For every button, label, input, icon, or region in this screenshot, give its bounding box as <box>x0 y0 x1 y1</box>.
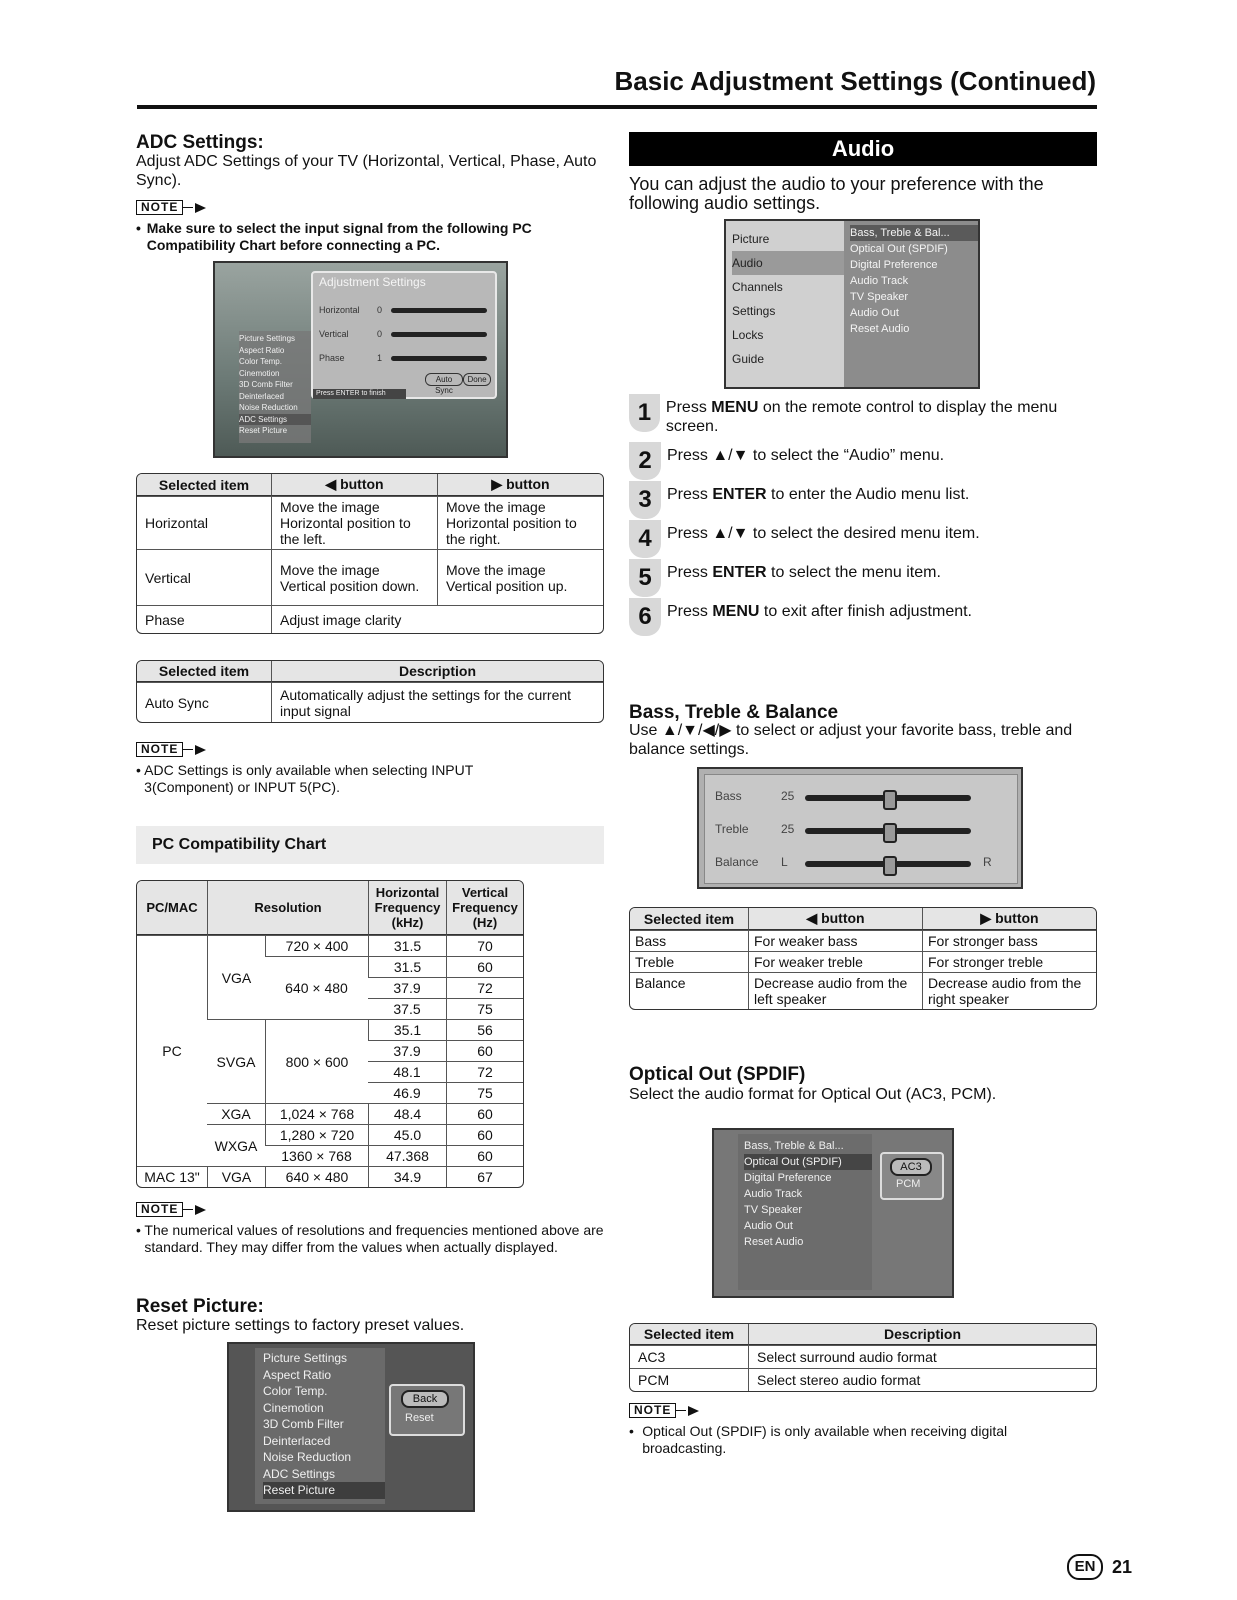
language-badge: EN <box>1067 1554 1103 1580</box>
menu-item[interactable]: Guide <box>732 352 765 366</box>
menu-item[interactable]: Deinterlaced <box>239 391 284 401</box>
table-row: Bass For weaker bass For stronger bass <box>630 930 1096 951</box>
pcm-option[interactable]: PCM <box>896 1178 921 1190</box>
audio-intro: You can adjust the audio to your preference with the following audio settings. <box>629 174 1044 213</box>
menu-item[interactable]: Bass, Treble & Bal... <box>850 225 978 241</box>
phase-slider[interactable] <box>391 356 487 361</box>
reset-description: Reset picture settings to factory preset values. <box>136 1317 465 1334</box>
menu-item[interactable]: Noise Reduction <box>239 403 298 412</box>
adc-heading: ADC Settings: <box>136 132 264 153</box>
back-button[interactable]: Back <box>401 1390 449 1408</box>
header-left-button: ◀ button <box>271 474 437 496</box>
menu-item[interactable]: 3D Comb Filter <box>263 1417 344 1431</box>
auto-sync-table: Selected item Description Auto Sync Automatically adjust the settings for the current input signal <box>136 660 604 723</box>
btb-description: Use ▲/▼/◀/▶ to select or adjust your favorite bass, treble and balance settings. <box>629 722 1073 758</box>
pc-compatibility-table: PC/MAC Resolution Horizontal Frequency (kHz) Vertical Frequency (Hz) PC VGA 720 × 400 31.5 70 640 × 480 31.5 60 37.9 72 37.5 75 SVGA 800 × 600 35.1 56 37.9 60 48.1 72 46.9 75 XGA 1,024 × 768 48.4 60 WXGA 1,280 × 720 45.0 60 1360 × 768 47.368 60 MAC 13" VGA 640 × 480 34.9 67 <box>136 880 524 1188</box>
menu-item[interactable]: Settings <box>732 304 776 318</box>
menu-item[interactable]: Noise Reduction <box>263 1450 352 1464</box>
menu-item[interactable]: Aspect Ratio <box>263 1367 332 1382</box>
menu-item[interactable]: Color Temp. <box>239 357 282 366</box>
btb-button-table: Selected item ◀ button ▶ button Bass For weaker bass For stronger bass Treble For weaker treble For stronger treble Balance Decrease audio from the left speaker Decrease audio from the right speaker <box>629 907 1097 1010</box>
step-item: 1 Press MENU on the remote control to display the menu screen. <box>629 394 1099 436</box>
menu-item[interactable]: Aspect Ratio <box>239 345 285 355</box>
step-item: 5 Press ENTER to select the menu item. <box>629 559 1099 597</box>
header-selected-item: Selected item <box>137 474 271 496</box>
header-right-button: ▶ button <box>437 474 603 496</box>
reset-button[interactable]: Reset <box>405 1412 434 1424</box>
done-button[interactable]: Done <box>463 373 491 386</box>
reset-picture-screenshot <box>227 1342 475 1512</box>
table-row: WXGA 1,280 × 720 45.0 60 <box>137 1124 523 1145</box>
slider-knob[interactable] <box>883 790 897 810</box>
table-row: Balance Decrease audio from the left speaker Decrease audio from the right speaker <box>630 972 1096 1009</box>
table-row: 48.1 72 <box>137 1061 523 1082</box>
title-rule <box>137 105 1097 109</box>
adc-note2-text: • ADC Settings is only available when selecting INPUT 3(Component) or INPUT 5(PC). <box>136 762 474 795</box>
menu-item[interactable]: Audio <box>732 251 844 275</box>
menu-item[interactable]: Cinemotion <box>239 368 280 378</box>
menu-item[interactable]: Picture <box>732 232 770 246</box>
ac3-option[interactable]: AC3 <box>890 1158 932 1176</box>
table-row: 37.5 75 <box>137 998 523 1019</box>
menu-item[interactable]: Audio Track <box>744 1188 803 1200</box>
slider-knob[interactable] <box>883 823 897 843</box>
adc-description: Adjust ADC Settings of your TV (Horizontal, Vertical, Phase, Auto Sync). <box>136 153 597 189</box>
menu-item[interactable]: Digital Preference <box>744 1172 832 1184</box>
optical-table: Selected item Description AC3 Select surround audio format PCM Select stereo audio format <box>629 1323 1097 1392</box>
table-row: Vertical Move the image Vertical position down. Move the image Vertical position up. <box>137 549 603 605</box>
btb-heading: Bass, Treble & Balance <box>629 702 839 723</box>
pc-note-text: • The numerical values of resolutions and frequencies mentioned above are standard. They may differ from the values when actually displayed. <box>136 1222 604 1255</box>
menu-item[interactable]: ADC Settings <box>263 1466 336 1481</box>
table-row: XGA 1,024 × 768 48.4 60 <box>137 1103 523 1124</box>
bass-treble-balance-screenshot: Bass 25 Treble 25 Balance L R <box>697 767 1023 889</box>
step-item: 4 Press ▲/▼ to select the desired menu item. <box>629 520 1099 558</box>
step-item: 2 Press ▲/▼ to select the “Audio” menu. <box>629 442 1099 480</box>
menu-item[interactable]: Locks <box>732 328 764 342</box>
vertical-slider[interactable] <box>391 332 487 337</box>
table-row: PC VGA 720 × 400 31.5 70 <box>137 935 523 956</box>
slider-knob[interactable] <box>883 856 897 876</box>
menu-item[interactable]: ADC Settings <box>239 414 311 426</box>
menu-item[interactable]: Optical Out (SPDIF) <box>744 1154 872 1170</box>
menu-item[interactable]: Cinemotion <box>263 1400 324 1415</box>
left-triangle-icon: ◀ <box>806 910 818 926</box>
table-row: 37.9 60 <box>137 1040 523 1061</box>
table-row: PCM Select stereo audio format <box>630 1368 1096 1391</box>
adc-note-tag: NOTE <box>136 200 206 215</box>
table-row: AC3 Select surround audio format <box>630 1345 1096 1368</box>
optical-note-tag: NOTE <box>629 1403 699 1418</box>
table-row: Horizontal Move the image Horizontal position to the left. Move the image Horizontal position to the right. <box>137 496 603 549</box>
reset-heading: Reset Picture: <box>136 1296 264 1317</box>
table-row: 37.9 72 <box>137 977 523 998</box>
table-row: 640 × 480 31.5 60 <box>137 956 523 977</box>
page-number: 21 <box>1112 1557 1133 1577</box>
menu-item[interactable]: Audio Out <box>850 307 899 319</box>
table-row: MAC 13" VGA 640 × 480 34.9 67 <box>137 1166 523 1187</box>
menu-item[interactable]: Deinterlaced <box>263 1433 331 1448</box>
audio-menu-screenshot <box>724 219 980 389</box>
menu-item[interactable]: Channels <box>732 280 783 294</box>
adc-settings-screenshot <box>213 261 508 458</box>
menu-item[interactable]: 3D Comb Filter <box>239 380 293 389</box>
menu-item[interactable]: Reset Picture <box>239 426 288 435</box>
right-triangle-icon: ▶ <box>980 910 992 926</box>
menu-item[interactable]: Picture Settings <box>263 1351 348 1365</box>
step-item: 3 Press ENTER to enter the Audio menu list. <box>629 481 1099 519</box>
auto-sync-button[interactable]: Auto Sync <box>425 373 463 386</box>
table-row: SVGA 800 × 600 35.1 56 <box>137 1019 523 1040</box>
menu-item[interactable]: Audio Out <box>744 1220 793 1232</box>
adc-note-bullet: • Make sure to select the input signal from the following PC Compatibility Chart before connecting a PC. <box>136 220 532 253</box>
picture-menu-list <box>239 331 311 443</box>
menu-item[interactable]: Digital Preference <box>850 259 938 271</box>
optical-heading: Optical Out (SPDIF) <box>629 1064 806 1085</box>
menu-item[interactable]: Reset Picture <box>263 1482 385 1499</box>
table-row: Auto Sync Automatically adjust the settings for the current input signal <box>137 682 603 722</box>
optical-description: Select the audio format for Optical Out (AC3, PCM). <box>629 1086 997 1103</box>
optical-out-screenshot <box>712 1128 954 1298</box>
menu-item[interactable]: Reset Audio <box>850 323 910 335</box>
menu-item[interactable]: Bass, Treble & Bal... <box>744 1140 844 1152</box>
table-row: 1360 × 768 47.368 60 <box>137 1145 523 1166</box>
left-triangle-icon: ◀ <box>325 476 337 492</box>
menu-item[interactable]: TV Speaker <box>850 291 909 303</box>
audio-steps <box>629 394 1099 637</box>
step-item: 6 Press MENU to exit after finish adjustment. <box>629 598 1099 636</box>
table-row: Phase Adjust image clarity <box>137 605 603 633</box>
menu-item[interactable]: Optical Out (SPDIF) <box>850 243 948 255</box>
adc-button-table <box>136 473 604 634</box>
table-row: 46.9 75 <box>137 1082 523 1103</box>
optical-note-text: • Optical Out (SPDIF) is only available when receiving digital broadcasting. <box>629 1423 1008 1456</box>
menu-item[interactable]: Audio Track <box>850 275 909 287</box>
menu-item[interactable]: Color Temp. <box>263 1384 328 1398</box>
table-row: Treble For weaker treble For stronger treble <box>630 951 1096 972</box>
menu-item[interactable]: Reset Audio <box>744 1236 804 1248</box>
horizontal-slider[interactable] <box>391 308 487 313</box>
page-title: Basic Adjustment Settings (Continued) <box>614 66 1096 96</box>
menu-item[interactable]: TV Speaker <box>744 1204 803 1216</box>
audio-section-bar: Audio <box>629 132 1097 166</box>
adc-note2-tag: NOTE <box>136 742 206 757</box>
pc-chart-title: PC Compatibility Chart <box>136 826 604 864</box>
right-triangle-icon: ▶ <box>491 476 503 492</box>
menu-item[interactable]: Picture Settings <box>239 334 296 343</box>
adjustment-panel: Adjustment Settings Horizontal 0 Vertical 0 Phase 1 Auto Sync Done Press ENTER to finish <box>311 271 497 399</box>
pc-note-tag: NOTE <box>136 1202 206 1217</box>
